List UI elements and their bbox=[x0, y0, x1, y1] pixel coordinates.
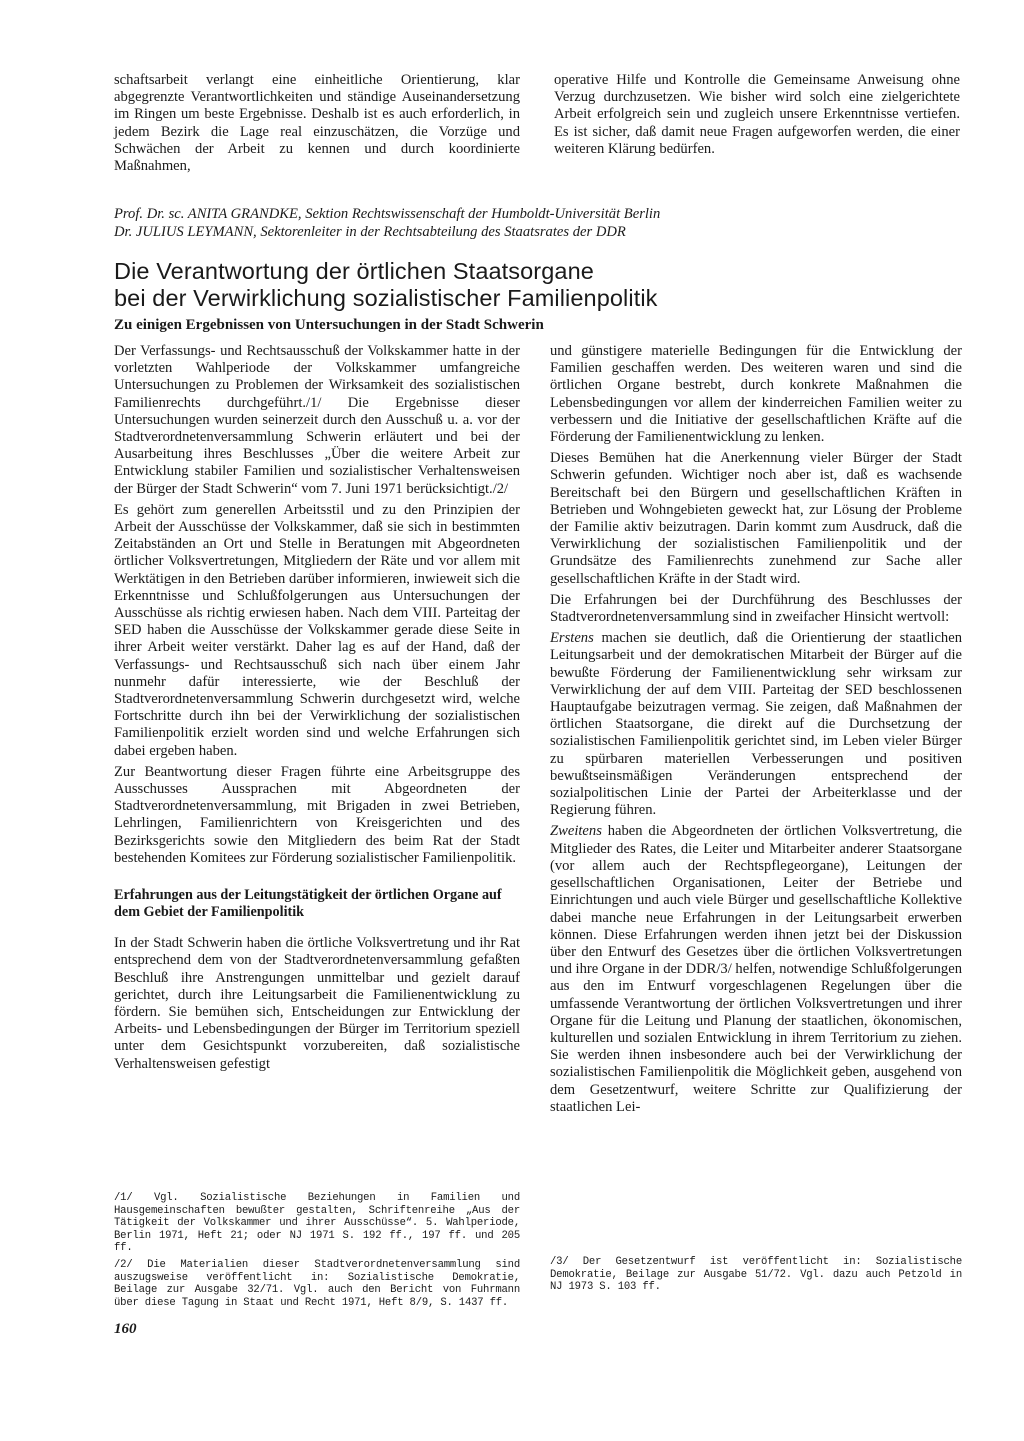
section-heading: Erfahrungen aus der Leitungstätigkeit der örtlichen Organe auf dem Gebiet der Familienpolitik bbox=[114, 887, 502, 921]
footnote: /3/ Der Gesetzentwurf ist veröffentlicht in: Sozialistische Demokratie, Beilage zur Ausgabe 51/72. Vgl. dazu auch Petzold in NJ 1973 S. 103 ff. bbox=[550, 1256, 962, 1294]
continued-text-left bbox=[114, 72, 520, 175]
footnote: /2/ Die Materialien dieser Stadtverordnetenversammlung sind auszugsweise veröffentlicht in: Sozialistische Demokratie, Beilage zur Ausgabe 32/71. Vgl. auch den Bericht von Fuhrmann über diese Tagung in Staat und Recht 1971, Heft 8/9, S. 1437 ff. bbox=[114, 1258, 520, 1309]
paragraph: Der Verfassungs- und Rechtsausschuß der Volkskammer hatte in der vorletzten Wahlperiode der Volkskammer umfangreiche Untersuchungen zu Problemen der Wirksamkeit des sozialistischen Familienrechts durchgeführt./1/ Die Ergebnisse dieser Untersuchungen wurden seinerzeit durch den Ausschuß u. a. vor der Stadtverordnetenversammlung Schwerin erläutert und bei der Ausarbeitung ihres Beschlusses „Über die weitere Arbeit zur Entwicklung stabiler Familien und sozialistischer Verhaltensweisen der Bürger der Stadt Schwerin“ vom 7. Juni 1971 berücksichtigt./2/ bbox=[114, 343, 520, 497]
paragraph: und günstigere materielle Bedingungen für die Entwicklung der Familien geschaffen werden. Des weiteren waren und sind die örtlichen Organe bestrebt, durch konkrete Maßnahmen die Lebensbedingungen vor allem der kinderreichen Familien weiter zu verbessern und die Initiative der gesellschaftlichen Kräfte auf die Förderung der Familienentwicklung zu lenken. bbox=[550, 343, 962, 446]
author-block bbox=[114, 206, 974, 241]
emphasis: Erstens bbox=[550, 630, 594, 647]
footnote: /1/ Vgl. Sozialistische Beziehungen in Familien und Hausgemeinschaften bewußter gestalten, Schriftenreihe „Aus der Tätigkeit der Volkskammer und ihrer Ausschüsse“. 5. Wahlperiode, Berlin 1971, Heft 21; oder NJ 1971 S. 192 ff., 197 ff. und 205 ff. bbox=[114, 1192, 520, 1255]
paragraph: schaftsarbeit verlangt eine einheitliche Orientierung, klar abgegrenzte Verantwortlichkeiten und ständige Auseinandersetzung im Ringen um beste Ergebnisse. Deshalb ist es auch erforderlich, in jedem Bezirk die Lage real einzuschätzen, die Vorzüge und Schwächen der Arbeit zu kennen und durch koordinierte Maßnahmen, bbox=[114, 72, 520, 175]
paragraph: operative Hilfe und Kontrolle die Gemeinsame Anweisung ohne Verzug durchzusetzen. Wie bisher wird solch eine zielgerichtete Arbeit erfolgreich sein und zugleich unsere Erkenntnisse vertiefen. Es ist sicher, daß damit neue Fragen aufgeworfen werden, die einer weiteren Klärung bedürfen. bbox=[554, 72, 960, 157]
paragraph: Es gehört zum generellen Arbeitsstil und zu den Prinzipien der Arbeit der Ausschüsse der Volkskammer, daß sie sich in bestimmten Zeitabständen an Ort und Stelle in Beratungen mit Abgeordneten örtlicher Volksvertretungen, Mitgliedern der Räte und vor allem mit Werktätigen in den Betrieben darüber informieren, inwieweit sich die Erkenntnisse und Schlußfolgerungen aus Untersuchungen der Ausschüsse als richtig erwiesen haben. Nach dem VIII. Parteitag der SED haben die Ausschüsse der Volkskammer gerade diese Seite in ihrer Arbeit weiter verstärkt. Daher lag es auf der Hand, daß der Verfassungs- und Rechtsausschuß sich nach über einem Jahr nunmehr dafür interessierte, wie der Beschluß der Stadtverordnetenversammlung Schwerin durchgesetzt wird, welche Fortschritte durch ihn bei der Verwirklichung der sozialistischen Familienpolitik erzielt worden sind und welche Erfahrungen sich dabei ergeben haben. bbox=[114, 501, 520, 759]
paragraph: Die Erfahrungen bei der Durchführung des Beschlusses der Stadtverordnetenversammlung sind in zweifacher Hinsicht wertvoll: bbox=[550, 591, 962, 626]
paragraph-text: machen sie deutlich, daß die Orientierung der staatlichen Leitungsarbeit und der demokratischen Mitarbeit der Bürger auf die bewußte Förderung der Familienentwicklung sehr wirksam zur Verwirklichung der auf dem VIII. Parteitag der SED beschlossenen Hauptaufgabe beizutragen vermag. Sie zeigen, daß Maßnahmen der örtlichen Staatsorgane, die direkt auf die Durchsetzung der sozialistischen Familienpolitik gerichtet sind, im Leben vieler Bürger zu spürbaren materiellen Verbesserungen und positiven bewußtseinsmäßigen Veränderungen entsprechend der sozialpolitischen Linie der Partei der Arbeiterklasse und der Regierung führen. bbox=[550, 630, 962, 819]
continued-text-right bbox=[554, 72, 960, 158]
paragraph: In der Stadt Schwerin haben die örtliche Volksvertretung und ihr Rat entsprechend dem von der Stadtverordnetenversammlung gefaßten Beschluß ihre Anstrengungen unmittelbar und gezielt darauf gerichtet, durch ihre Leitungsarbeit die Familienentwicklung zu fördern. Sie bemühen sich, Entscheidungen zur Entwicklung der Arbeits- und Lebensbedingungen der Bürger im Territorium speziell unter dem Gesichtspunkt vorzubereiten, daß sozialistische Verhaltensweisen gefestigt bbox=[114, 935, 520, 1072]
paragraph: Dieses Bemühen hat die Anerkennung vieler Bürger der Stadt Schwerin gefunden. Wichtiger noch aber ist, daß es wachsende Bereitschaft bei den Bürgern und gesellschaftlichen Kräften in Betrieben und Wohngebieten geweckt hat, zur Lösung der Probleme der Familie aktiv beizutragen. Darin kommt zum Ausdruck, daß die Verwirklichung der sozialistischen Familienpolitik und der Grundsätze des Familienrechts zunehmend zur Sache aller gesellschaftlichen Kräfte in der Stadt wird. bbox=[550, 450, 962, 587]
footnotes-left bbox=[114, 1192, 520, 1313]
title-line: Die Verantwortung der örtlichen Staatsorgane bbox=[114, 258, 594, 284]
paragraph-text: haben die Abgeordneten der örtlichen Volksvertretung, die Mitglieder des Rates, die Leiter und Mitarbeiter anderer Staatsorgane (vor allem auch der Rechtspflegeorgane), Leitungen der gesellschaftlichen Organisationen, Leiter der Betriebe und Einrichtungen und auch viele Bürger und gesellschaftliche Kollektive dabei manche neue Erfahrungen in der Leitungsarbeit erwerben können. Diese Erfahrungen werden ihnen jetzt bei der Diskussion über den Entwurf des Gesetzes über die örtlichen Volksvertretungen und ihre Organe in der DDR/3/ helfen, notwendige Schlußfolgerungen aus den im Entwurf vorgeschlagenen Regelungen über die umfassende Verantwortung der örtlichen Volksvertretungen und ihrer Organe für die Leitung und Planung der staatlichen, ökonomischen, kulturellen und sozialen Entwicklung in ihrem Territorium zu ziehen. Sie werden ihnen insbesondere auch bei der Verwirklichung der sozialistischen Familienpolitik die Möglichkeit geben, ausgehend von dem Gesetzentwurf, weitere Schritte zur Qualifizierung der staatlichen Lei- bbox=[550, 823, 962, 1115]
paragraph bbox=[550, 823, 962, 1115]
footnotes-right bbox=[550, 1256, 962, 1298]
article-title bbox=[114, 258, 974, 312]
emphasis: Zweitens bbox=[550, 823, 602, 840]
author-line: Prof. Dr. sc. ANITA GRANDKE, Sektion Rechtswissenschaft der Humboldt-Universität Berlin bbox=[114, 206, 661, 222]
title-line: bei der Verwirklichung sozialistischer Familienpolitik bbox=[114, 285, 658, 311]
body-column-left bbox=[114, 343, 520, 1073]
body-column-right bbox=[550, 343, 962, 1116]
paragraph: Zur Beantwortung dieser Fragen führte eine Arbeitsgruppe des Ausschusses Aussprachen mit Abgeordneten der Stadtverordnetenversammlung, mit Brigaden in zwei Betrieben, Lehrlingen, Familienrichtern von Kreisgerichten und des Bezirksgerichts sowie den Mitgliedern des beim Rat der Stadt bestehenden Komitees zur Förderung sozialistischer Familienpolitik. bbox=[114, 763, 520, 866]
author-line: Dr. JULIUS LEYMANN, Sektorenleiter in der Rechtsabteilung des Staatsrates der DDR bbox=[114, 223, 626, 240]
page-number: 160 bbox=[114, 1321, 137, 1337]
article-subtitle: Zu einigen Ergebnissen von Untersuchungen in der Stadt Schwerin bbox=[114, 317, 544, 333]
paragraph bbox=[550, 630, 962, 819]
